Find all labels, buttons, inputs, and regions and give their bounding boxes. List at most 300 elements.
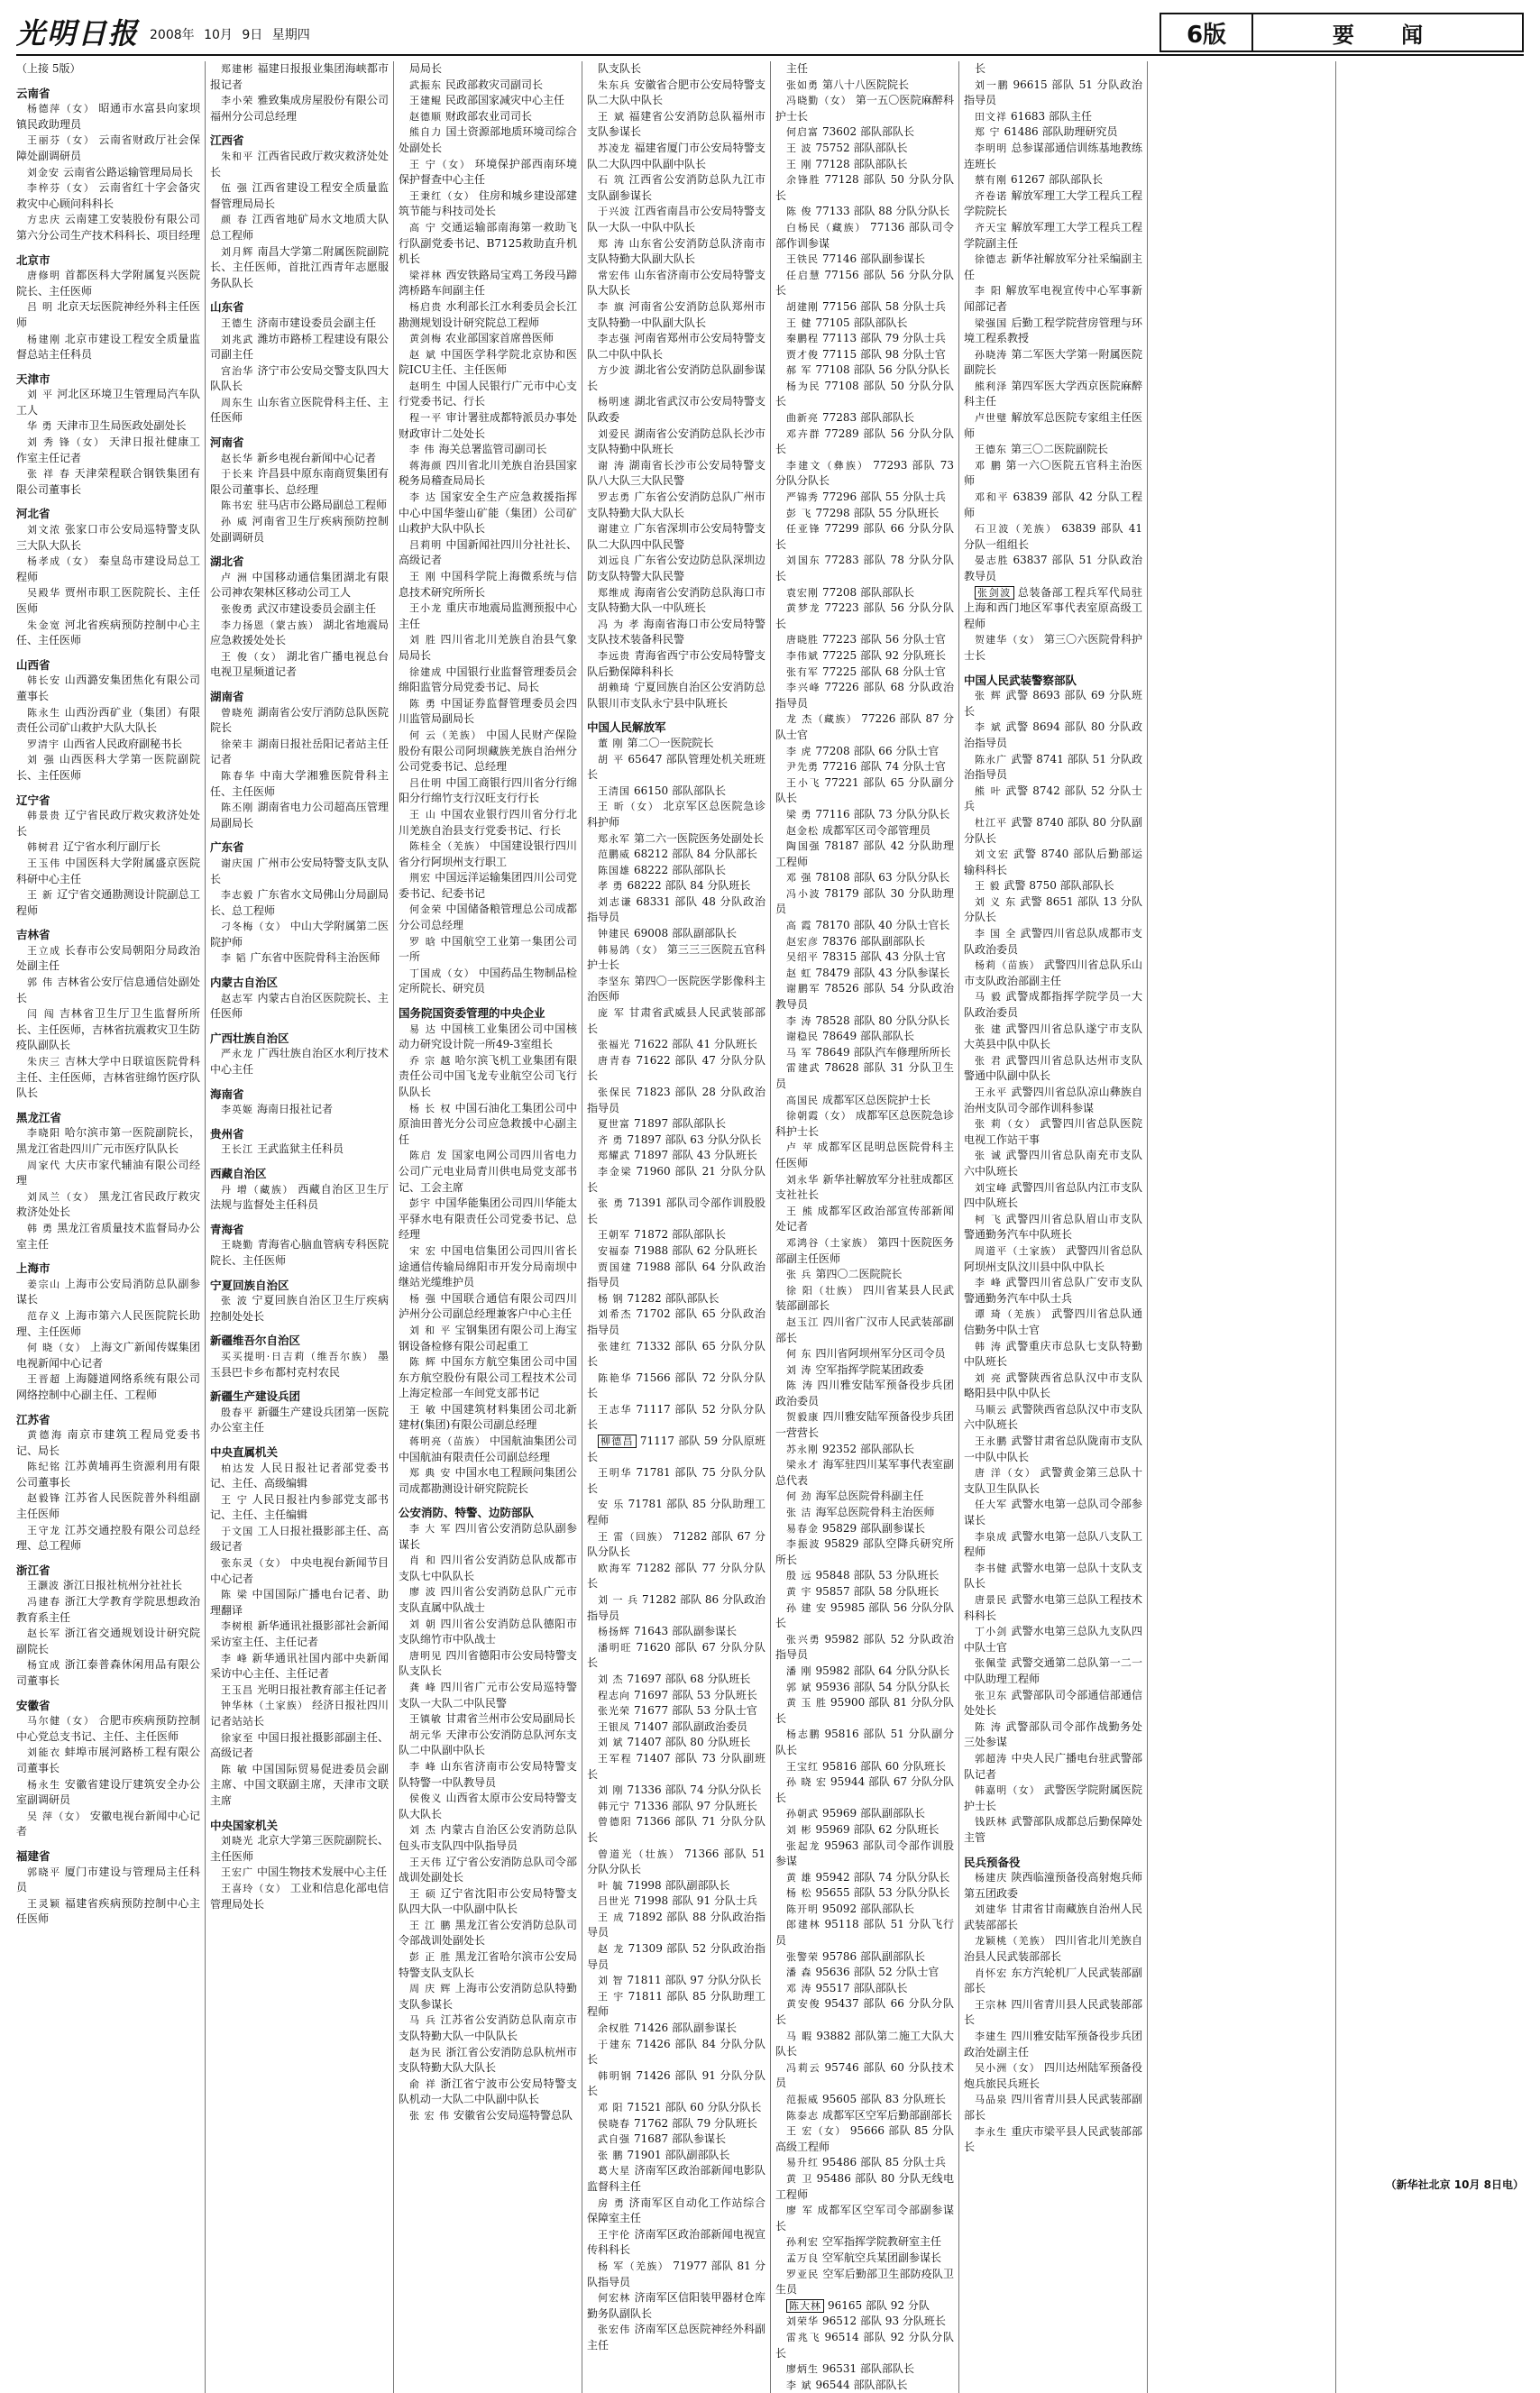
person-name: 谭 琦（羌族） bbox=[975, 1308, 1049, 1321]
person-name: 王晋超 bbox=[27, 1373, 61, 1386]
person-name: 贺毅康 bbox=[786, 1411, 820, 1424]
person-title: 黑龙江省公安消防总队司令部战训处副处长 bbox=[399, 1918, 577, 1948]
person-name: 刘 秀 锋（女） bbox=[27, 436, 105, 449]
list-item bbox=[775, 949, 954, 966]
person-name: 姜宗山 bbox=[27, 1278, 61, 1290]
list-item bbox=[775, 1838, 954, 1870]
list-item bbox=[210, 1524, 389, 1555]
person-name: 张宏伟 bbox=[598, 2324, 631, 2336]
person-title: 71332 部队 65 分队分队长 bbox=[587, 1339, 765, 1369]
person-name: 安福泰 bbox=[598, 1244, 630, 1257]
person-title: 山西汾西矿业（集团）有限责任公司矿山救护大队大队长 bbox=[16, 705, 200, 735]
list-item bbox=[775, 1346, 954, 1362]
person-name: 杨为民 bbox=[786, 380, 821, 392]
list-item bbox=[587, 752, 765, 784]
list-item bbox=[587, 1434, 765, 1465]
list-item bbox=[16, 1340, 200, 1371]
person-name: 葛大星 bbox=[598, 2165, 631, 2178]
person-title: 第四十医院医务部副主任医师 bbox=[775, 1235, 954, 1265]
person-name: 陈 梁 bbox=[221, 1589, 249, 1601]
list-item bbox=[16, 1865, 200, 1896]
person-title: 95517 部队部队长 bbox=[815, 1981, 908, 1994]
person-name: 吴绍平 bbox=[786, 951, 819, 964]
person-name: 王志华 bbox=[598, 1403, 633, 1416]
person-name: 吴 萍（女） bbox=[27, 1810, 87, 1822]
list-item bbox=[775, 1409, 954, 1441]
person-name: 谢鹏军 bbox=[786, 983, 821, 995]
person-name: 曾晓苑 bbox=[221, 706, 254, 719]
person-name: 刘 亮 bbox=[975, 1371, 1003, 1384]
person-title: 昭通市水富县向家坝镇民政助理员 bbox=[16, 102, 200, 131]
person-title: 新华通讯社摄影部社会新闻采访室主任、主任记者 bbox=[210, 1619, 389, 1649]
person-name: 易升红 bbox=[786, 2157, 819, 2169]
person-title: 中国科学院上海微系统与信息技术研究所所长 bbox=[399, 570, 577, 599]
person-title: 张家口市公安局巡特警支队三大队大队长 bbox=[16, 523, 200, 552]
person-title: 中国银行业监督管理委员会绵阳监管分局党委书记、局长 bbox=[399, 665, 577, 694]
list-item bbox=[775, 379, 954, 410]
person-title: 71897 部队部队长 bbox=[634, 1117, 726, 1131]
list-item bbox=[16, 165, 200, 181]
person-name: 孙 威 bbox=[221, 516, 249, 528]
person-name: 梁祥林 bbox=[409, 269, 443, 281]
person-title: 武警水电第三总队九支队四中队士官 bbox=[964, 1625, 1142, 1654]
person-title: 四川省北川羌族自治县国家税务局稽查局局长 bbox=[399, 458, 577, 488]
person-title: 空军指挥学院某团政委 bbox=[815, 1362, 924, 1376]
person-name: 余权胜 bbox=[598, 2022, 630, 2035]
list-item bbox=[964, 553, 1142, 584]
person-name: 陈艳华 bbox=[598, 1371, 633, 1384]
person-title: 江苏黄埔再生资源利用有限公司董事长 bbox=[16, 1460, 200, 1489]
person-title: 71391 部队司令部作训股股长 bbox=[587, 1196, 765, 1225]
person-title: 广东省公安消防总队广州市支队特勤大队大队长 bbox=[587, 491, 765, 519]
person-name: 熊 叶 bbox=[975, 784, 1003, 797]
person-name: 徐荣丰 bbox=[221, 738, 254, 750]
person-title: 93882 部队第二施工大队大队长 bbox=[775, 2029, 954, 2058]
person-title: 解放军理工大学工程兵工程学院院长 bbox=[964, 188, 1142, 218]
list-item bbox=[775, 1680, 954, 1696]
person-title: 96544 部队部队长 bbox=[815, 2378, 908, 2391]
person-name: 张佩莹 bbox=[975, 1657, 1008, 1670]
list-item bbox=[16, 133, 200, 164]
list-item bbox=[16, 887, 200, 919]
list-item bbox=[16, 268, 200, 299]
person-name: 曾德阳 bbox=[598, 1816, 633, 1829]
list-item bbox=[587, 268, 765, 299]
list-item bbox=[16, 1657, 200, 1689]
list-item bbox=[16, 1523, 200, 1554]
list-item bbox=[775, 744, 954, 760]
list-item bbox=[775, 204, 954, 220]
list-item bbox=[210, 1762, 389, 1810]
person-title: 95963 部队司令部作训股参谋 bbox=[775, 1838, 954, 1868]
person-name: 杨志鹏 bbox=[786, 1728, 821, 1741]
person-title: 武警 8750 部队部队长 bbox=[1004, 879, 1114, 893]
list-item bbox=[399, 1354, 577, 1402]
person-name: 吕 明 bbox=[27, 301, 54, 314]
list-item bbox=[964, 1997, 1142, 2029]
region-heading: 新疆维吾尔自治区 bbox=[210, 1334, 301, 1348]
person-title: 四川省青川县人民武装部副部长 bbox=[964, 2093, 1142, 2122]
person-title: 中央人民广播电台驻武警部队记者 bbox=[964, 1751, 1142, 1781]
person-name: 赵金松 bbox=[786, 824, 819, 837]
person-title: 北京大学第三医院副院长、主任医师 bbox=[210, 1834, 389, 1863]
person-title: 许昌县中原东南商贸集团有限公司董事长、总经理 bbox=[210, 467, 389, 496]
list-item bbox=[587, 2290, 765, 2322]
person-title: 西藏自治区卫生厅法规与监督处主任科员 bbox=[210, 1182, 389, 1212]
person-title: 77223 部队 56 分队分队长 bbox=[775, 601, 954, 630]
person-title: 第四〇一医院医学影像科主治医师 bbox=[587, 974, 765, 1004]
person-name: 杨 钢 bbox=[598, 1292, 624, 1305]
list-item bbox=[587, 1116, 765, 1132]
person-title: 四川雅安陆军预备役步兵团政治委员 bbox=[775, 1379, 954, 1407]
person-title: 农业部国家首席兽医师 bbox=[445, 332, 555, 345]
person-title: 广州市公安局特警支队支队长 bbox=[210, 856, 389, 885]
person-title: 云南省公路运输管理局局长 bbox=[63, 165, 194, 179]
person-name: 张 君 bbox=[975, 1054, 1003, 1067]
column-3 bbox=[393, 61, 582, 2393]
list-item bbox=[16, 1125, 200, 1157]
list-item bbox=[775, 316, 954, 332]
list-item bbox=[775, 886, 954, 918]
person-name: 蔡有刚 bbox=[975, 174, 1007, 187]
person-title: 武警四川省总队广安市支队警通勤务汽车中队士兵 bbox=[964, 1276, 1142, 1305]
person-name: 陈春华 bbox=[221, 769, 257, 782]
person-name: 买买提明·日吉莉（维吾尔族） bbox=[221, 1350, 374, 1362]
person-name: 颜 春 bbox=[221, 214, 249, 226]
person-title: 合肥市疾病预防控制中心党总支书记、主任、主任医师 bbox=[16, 1714, 200, 1743]
list-item bbox=[587, 680, 765, 711]
list-item bbox=[587, 1561, 765, 1592]
list-item bbox=[587, 784, 765, 800]
person-name: 蒋明亮（苗族） bbox=[409, 1435, 486, 1448]
list-item bbox=[775, 490, 954, 506]
list-item bbox=[587, 1973, 765, 1989]
person-title: 武警四川省总队内江市支队四中队班长 bbox=[964, 1180, 1142, 1210]
person-title: 中国新闻社四川分社社长、高级记者 bbox=[399, 537, 577, 567]
person-title: 中国核工业集团公司中国核动力研究设计院一所49-3室组长 bbox=[399, 1022, 577, 1051]
person-title: 92352 部队部队长 bbox=[822, 1442, 914, 1455]
person-title: 四川省北川羌族自治县人民武装部部长 bbox=[964, 1934, 1142, 1964]
person-title: 山东省济南市公安局特警支队特警一中队教导员 bbox=[399, 1759, 577, 1789]
person-name: 丹 增（藏族） bbox=[221, 1183, 295, 1196]
person-name: 彭宇 bbox=[409, 1197, 432, 1210]
person-name: 王立成 bbox=[27, 944, 61, 957]
person-name: 石 筑 bbox=[598, 174, 626, 187]
person-name: 李金梁 bbox=[598, 1165, 633, 1178]
list-item bbox=[399, 1465, 577, 1497]
person-title: 78108 部队 63 分队分队长 bbox=[815, 871, 950, 885]
list-item bbox=[399, 1584, 577, 1616]
list-item bbox=[399, 1728, 577, 1759]
person-name: 李 大 军 bbox=[409, 1523, 452, 1536]
list-item bbox=[775, 1204, 954, 1235]
person-title: 75752 部队部队长 bbox=[815, 141, 908, 154]
list-item bbox=[775, 1489, 954, 1505]
list-item bbox=[210, 61, 389, 93]
person-name: 李英姬 bbox=[221, 1104, 253, 1116]
person-title: 78649 部队汽车修理所所长 bbox=[815, 1045, 951, 1059]
person-name: 叶 毓 bbox=[598, 1879, 624, 1892]
person-name: 蒋海颜 bbox=[409, 459, 443, 472]
person-name: 韩树君 bbox=[27, 841, 60, 854]
person-name: 张光荣 bbox=[598, 1705, 630, 1718]
region-heading: 贵州省 bbox=[210, 1126, 244, 1141]
list-item bbox=[775, 1917, 954, 1948]
list-item bbox=[210, 149, 389, 180]
region-heading: 江西省 bbox=[210, 133, 244, 148]
person-title: 71620 部队 67 分队分队长 bbox=[587, 1640, 765, 1670]
person-name: 秦鹏程 bbox=[786, 333, 819, 345]
person-title: 第三〇六医院骨科护士长 bbox=[964, 633, 1142, 662]
list-item bbox=[587, 172, 765, 204]
person-title: 第三三三医院五官科护士长 bbox=[587, 942, 765, 972]
person-title: 中国建设银行四川省分行阿坝州支行职工 bbox=[399, 839, 577, 868]
person-name: 杨 长 权 bbox=[409, 1102, 452, 1114]
person-name: 陈纪铭 bbox=[27, 1461, 61, 1473]
person-title: 浙江大学教育学院思想政治教育系主任 bbox=[16, 1595, 200, 1624]
list-item bbox=[210, 1651, 389, 1682]
person-name: 孙晓涛 bbox=[975, 348, 1008, 361]
person-name: 刘月辉 bbox=[221, 245, 254, 258]
list-item bbox=[210, 919, 389, 950]
person-name: 周东生 bbox=[221, 396, 254, 408]
person-title: 南京市建筑工程局党委书记、局长 bbox=[16, 1428, 200, 1457]
person-name: 杨明速 bbox=[598, 396, 631, 408]
person-title: 长 bbox=[975, 62, 986, 75]
person-name: 刘 平 bbox=[27, 389, 54, 401]
list-item bbox=[16, 943, 200, 975]
person-name: 殷 远 bbox=[786, 1570, 812, 1582]
list-item bbox=[587, 1878, 765, 1894]
person-name: 韩 勇 bbox=[27, 1222, 54, 1234]
list-item bbox=[775, 268, 954, 299]
list-item bbox=[210, 93, 389, 124]
person-title: 湖北省公安消防总队副参谋长 bbox=[587, 363, 765, 392]
person-name: 袁宏刚 bbox=[786, 586, 819, 599]
person-title: 武警部队司令部通信部通信处处长 bbox=[964, 1688, 1142, 1718]
person-title: 95985 部队 56 分队分队长 bbox=[775, 1600, 955, 1630]
person-name: 王 敏 bbox=[409, 1403, 437, 1416]
person-name: 刘爱民 bbox=[598, 427, 631, 440]
person-name: 王清国 bbox=[598, 784, 630, 797]
list-item bbox=[775, 1885, 954, 1902]
person-name: 马品泉 bbox=[975, 2094, 1008, 2106]
person-title: 95437 部队 66 分队分队长 bbox=[775, 1997, 954, 2027]
person-name: 董 刚 bbox=[598, 737, 624, 749]
list-item bbox=[775, 426, 954, 458]
person-title: 95829 部队副参谋长 bbox=[822, 1521, 925, 1535]
person-title: 第四〇二医院院长 bbox=[815, 1268, 903, 1281]
list-item bbox=[587, 1640, 765, 1672]
person-title: 77113 部队 79 分队士兵 bbox=[822, 332, 946, 345]
person-name: 易春金 bbox=[786, 1522, 819, 1535]
person-title: 浙江泰普森休闲用品有限公司董事长 bbox=[16, 1658, 200, 1687]
list-item bbox=[775, 1108, 954, 1140]
person-name: 张 祥 春 bbox=[27, 468, 71, 481]
person-name: 罗志勇 bbox=[598, 491, 631, 504]
person-title: 河北区环境卫生管理局汽车队工人 bbox=[16, 388, 200, 417]
person-name: 李 伟 bbox=[409, 444, 435, 456]
person-title: 中南大学湘雅医院骨科主任、主任医师 bbox=[210, 768, 389, 798]
list-item bbox=[16, 975, 200, 1006]
list-item bbox=[964, 1719, 1142, 1751]
list-item bbox=[16, 435, 200, 466]
person-name: 何宏林 bbox=[598, 2292, 631, 2305]
person-title: 总装备部工程兵军代局驻上海和西门地区军事代表室原高级工程师 bbox=[964, 585, 1142, 630]
list-item bbox=[587, 2322, 765, 2353]
person-title: 光明日报社教育部主任记者 bbox=[257, 1682, 388, 1696]
person-title: 内蒙古自治区公安消防总队包头市支队四中队指导员 bbox=[399, 1823, 577, 1852]
person-title: 湖北省武汉市公安局特警支队政委 bbox=[587, 395, 765, 425]
person-name: 刁冬梅（女） bbox=[221, 921, 287, 933]
list-item bbox=[587, 2196, 765, 2227]
person-title: 云南建工安装股份有限公司第六分公司生产技术科科长、项目经理 bbox=[16, 213, 201, 242]
person-title: 95969 部队副部队长 bbox=[822, 1807, 925, 1820]
person-name: 吕莉明 bbox=[409, 538, 443, 551]
person-title: 黑龙江省质量技术监督局办公室主任 bbox=[16, 1221, 200, 1251]
list-item bbox=[775, 1235, 954, 1267]
person-title: 河南省公安消防总队郑州市支队特勤一中队副大队长 bbox=[587, 299, 765, 329]
list-item bbox=[775, 1695, 954, 1727]
list-item bbox=[775, 1727, 954, 1758]
person-title: 武警四川省总队达州市支队警通中队副中队长 bbox=[964, 1053, 1142, 1083]
person-name: 胡 平 bbox=[598, 753, 625, 766]
list-item bbox=[775, 648, 954, 665]
person-title: 武警 8740 部队 80 分队副分队长 bbox=[964, 815, 1142, 845]
list-item bbox=[964, 347, 1142, 379]
list-item bbox=[587, 78, 765, 109]
person-name: 范存义 bbox=[27, 1309, 61, 1322]
person-name: 王 毅 bbox=[975, 880, 1001, 893]
list-item bbox=[16, 839, 200, 856]
list-item bbox=[587, 2068, 765, 2100]
dateline bbox=[150, 25, 310, 43]
person-title: 广东省水文局佛山分局副局长、总工程师 bbox=[210, 888, 389, 917]
list-item bbox=[210, 950, 389, 967]
list-item bbox=[587, 1989, 765, 2021]
person-title: 71407 部队 80 分队班长 bbox=[627, 1736, 751, 1749]
list-item bbox=[775, 1267, 954, 1283]
person-title: 71282 部队部队长 bbox=[627, 1291, 720, 1305]
person-name: 邓 强 bbox=[786, 872, 812, 885]
column-6 bbox=[958, 61, 1147, 2393]
person-name: 肖怀宏 bbox=[975, 1967, 1008, 1979]
person-title: 云南省财政厅社会保障处副调研员 bbox=[16, 133, 200, 162]
person-name: 黄 雄 bbox=[786, 1871, 812, 1884]
person-title: 重庆市地震局监测预报中心主任 bbox=[399, 601, 577, 630]
person-title: 96512 部队 93 分队班长 bbox=[822, 2315, 946, 2328]
person-title: 首都医科大学附属复兴医院院长、主任医师 bbox=[16, 269, 200, 298]
person-title: 山西医科大学第一医院副院长、主任医师 bbox=[16, 753, 200, 782]
person-title: 77108 部队 56 分队分队长 bbox=[815, 363, 950, 377]
person-name: 何 晓（女） bbox=[27, 1342, 87, 1354]
list-item bbox=[964, 1307, 1142, 1338]
person-title: 77156 部队 58 分队士兵 bbox=[822, 299, 946, 313]
person-title: 哈尔滨飞机工业集团有限责任公司中国飞龙专业航空公司飞行队队长 bbox=[399, 1053, 577, 1098]
list-item bbox=[964, 78, 1142, 109]
list-item bbox=[775, 1140, 954, 1171]
person-title: 71998 部队 91 分队士兵 bbox=[634, 1894, 757, 1908]
person-name: 胡元华 bbox=[409, 1728, 443, 1741]
person-title: 77223 部队 56 分队士官 bbox=[822, 633, 946, 646]
person-title: 北京天坛医院神经外科主任医师 bbox=[16, 300, 200, 329]
person-title: 海南日报社记者 bbox=[257, 1103, 334, 1116]
list-item bbox=[587, 1037, 765, 1053]
person-title: 武警四川省总队乐山市支队政治部副主任 bbox=[964, 958, 1142, 987]
list-item bbox=[587, 236, 765, 268]
person-name: 夏世富 bbox=[598, 1118, 630, 1131]
list-item bbox=[775, 2203, 954, 2234]
person-title: 潍坊市路桥工程建设有限公司副主任 bbox=[210, 332, 389, 362]
list-item bbox=[964, 1655, 1142, 1687]
list-item bbox=[775, 141, 954, 157]
person-name: 冯莉云 bbox=[786, 2061, 821, 2074]
person-title: 71521 部队 60 分队分队长 bbox=[627, 2101, 762, 2113]
list-item bbox=[399, 61, 577, 78]
person-title: 77216 部队 74 分队士官 bbox=[822, 760, 946, 774]
list-item bbox=[16, 1626, 200, 1657]
list-item bbox=[587, 1847, 765, 1878]
list-item bbox=[587, 331, 765, 362]
person-title: 辽宁省沈阳市公安局特警支队四大队一中队副中队长 bbox=[399, 1886, 577, 1916]
list-item bbox=[16, 1158, 200, 1189]
list-item bbox=[587, 1085, 765, 1116]
list-item bbox=[210, 601, 389, 618]
person-title: 第三〇二医院副院长 bbox=[1011, 443, 1109, 456]
list-item bbox=[964, 283, 1142, 315]
person-name: 于建东 bbox=[598, 2038, 633, 2050]
person-title: 77105 部队部队长 bbox=[815, 316, 908, 329]
person-title: 68212 部队 84 分队部长 bbox=[634, 848, 757, 861]
list-item bbox=[775, 93, 954, 124]
list-item bbox=[399, 537, 577, 569]
person-title: 广东省深圳市公安局特警支队二大队四中队民警 bbox=[587, 522, 765, 551]
person-title: 71282 部队 77 分队分队长 bbox=[587, 1561, 765, 1591]
list-item bbox=[964, 220, 1142, 252]
column-4 bbox=[582, 61, 770, 2393]
person-name: 唐景民 bbox=[975, 1594, 1008, 1606]
list-item bbox=[964, 1434, 1142, 1465]
person-title: 61683 部队主任 bbox=[1011, 109, 1092, 123]
person-title: 吉林大学中日联谊医院骨科主任、主任医师，吉林省驻绵竹医疗队队长 bbox=[16, 1055, 201, 1100]
list-item bbox=[399, 1053, 577, 1101]
person-name: 徐朝霞（女） bbox=[786, 1110, 852, 1123]
person-title: 上海市公安局消防总队副参谋长 bbox=[16, 1277, 200, 1307]
person-name: 张 诚 bbox=[975, 1150, 1003, 1162]
list-item bbox=[587, 458, 765, 490]
region-heading: 民兵预备役 bbox=[964, 1855, 1021, 1869]
person-title: 王武监狱主任科员 bbox=[257, 1142, 344, 1156]
person-name: 高 霞 bbox=[786, 920, 812, 932]
person-title: 66150 部队部队长 bbox=[634, 784, 726, 797]
list-item bbox=[399, 902, 577, 933]
list-item bbox=[587, 1243, 765, 1260]
list-item bbox=[16, 1745, 200, 1776]
person-title: 95942 部队 74 分队分队长 bbox=[815, 1870, 950, 1884]
list-item bbox=[964, 316, 1142, 347]
person-title: 78528 部队 80 分队分队长 bbox=[815, 1013, 950, 1027]
list-item bbox=[964, 926, 1142, 958]
region-heading: 辽宁省 bbox=[16, 793, 50, 807]
person-name: 刘 斌 bbox=[598, 1737, 624, 1749]
person-name: 柯 飞 bbox=[975, 1213, 1003, 1225]
person-name: 荆宏 bbox=[409, 872, 432, 885]
person-name: 陈书宏 bbox=[221, 500, 253, 512]
person-title: 96531 部队部队长 bbox=[822, 2362, 914, 2376]
person-name: 宫治华 bbox=[221, 364, 254, 377]
list-item bbox=[775, 1442, 954, 1458]
person-name: 杨孝成（女） bbox=[27, 555, 96, 568]
